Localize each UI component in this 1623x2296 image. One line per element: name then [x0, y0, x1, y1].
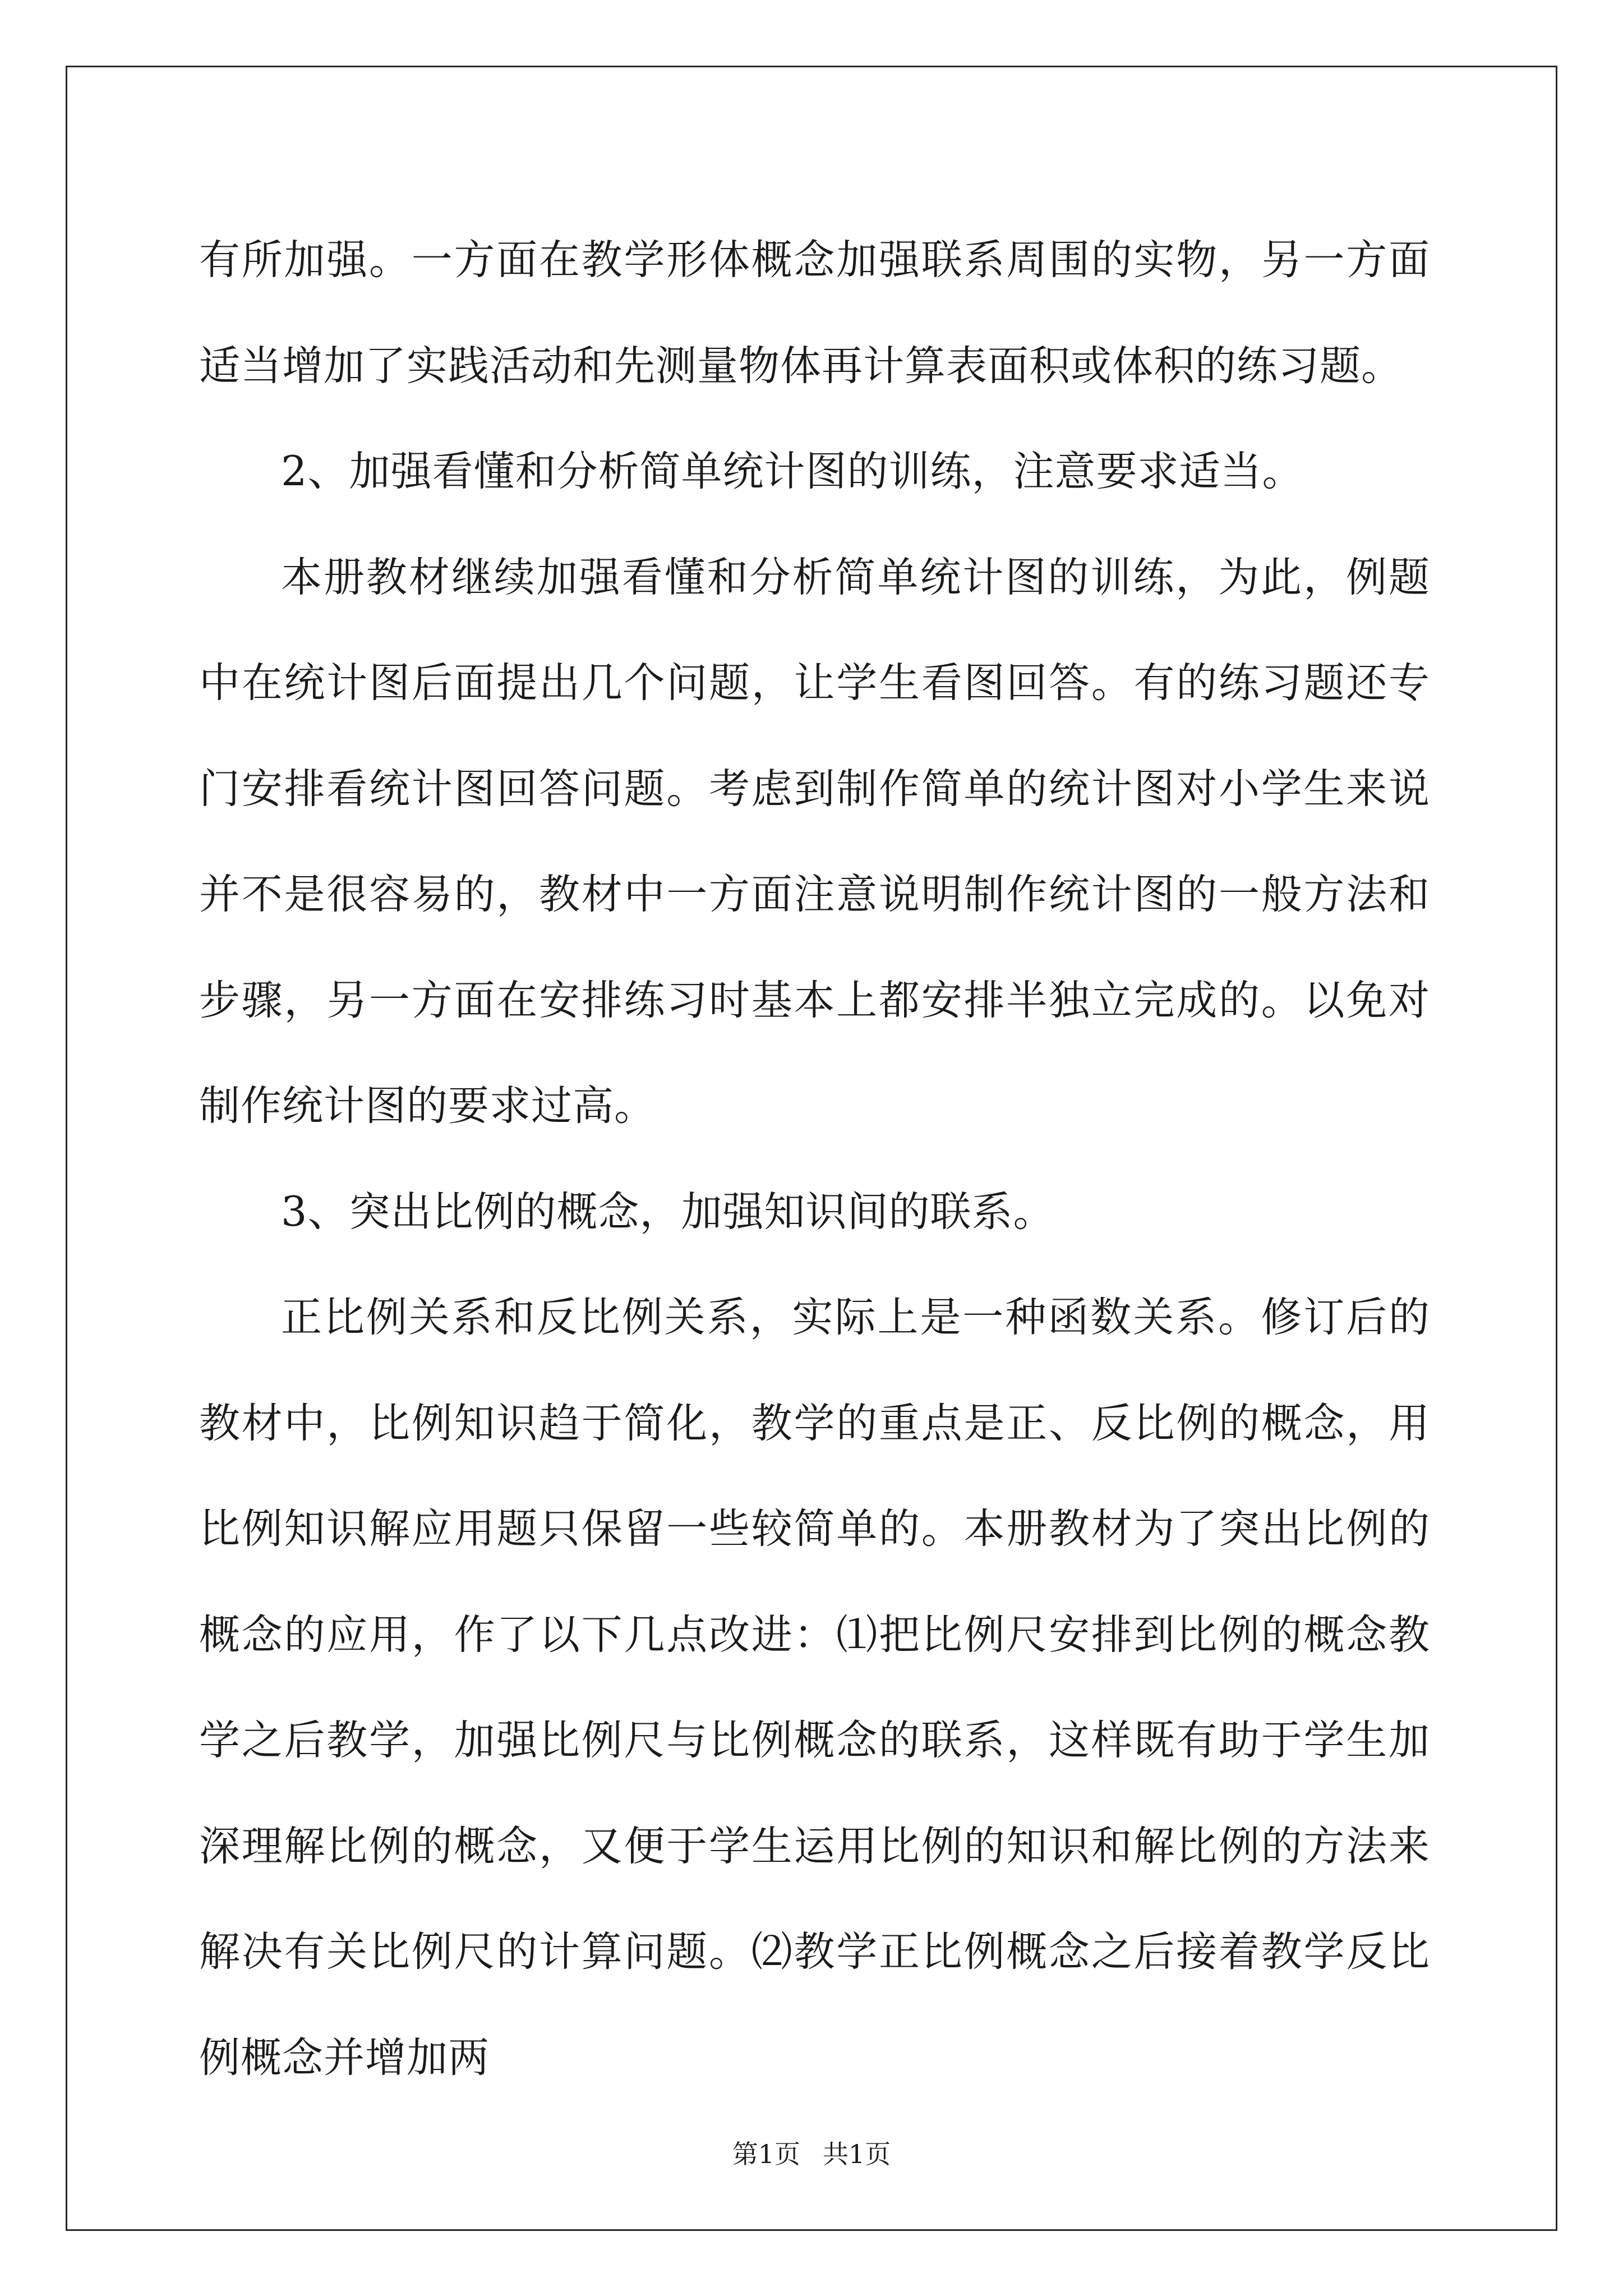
document-body [199, 208, 1430, 2111]
page-footer [0, 2137, 1623, 2171]
page-total: 共1页 [823, 2139, 891, 2169]
section-heading: 3、突出比例的概念，加强知识间的联系。 [281, 1188, 1055, 1236]
paragraph: 本册教材继续加强看懂和分析简单统计图的训练，为此，例题中在统计图后面提出几个问题，让学生看图回答。有的练习题还专门安排看统计图回答问题。考虑到制作简单的统计图对小学生来说并不是很容易的，教材中一方面注意说明制作统计图的一般方法和步骤，另一方面在安排练习时基本上都安排半独立完成的。以免对制作统计图的要求过高。 [199, 553, 1430, 1130]
section-heading: 2、加强看懂和分析简单统计图的训练，注意要求适当。 [281, 448, 1304, 495]
paragraph: 正比例关系和反比例关系，实际上是一种函数关系。修订后的教材中，比例知识趋于简化，教学的重点是正、反比例的概念，用比例知识解应用题只保留一些较简单的。本册教材为了突出比例的概念的应用，作了以下几点改进：⑴把比例尺安排到比例的概念教学之后教学，加强比例尺与比例概念的联系，这样既有助于学生加深理解比例的概念，又便于学生运用比例的知识和解比例的方法来解决有关比例尺的计算问题。⑵教学正比例概念之后接着教学反比例概念并增加两 [199, 1294, 1430, 2082]
paragraph: 有所加强。一方面在教学形体概念加强联系周围的实物，另一方面适当增加了实践活动和先测量物体再计算表面积或体积的练习题。 [199, 236, 1430, 390]
page-number: 第1页 [732, 2139, 800, 2169]
